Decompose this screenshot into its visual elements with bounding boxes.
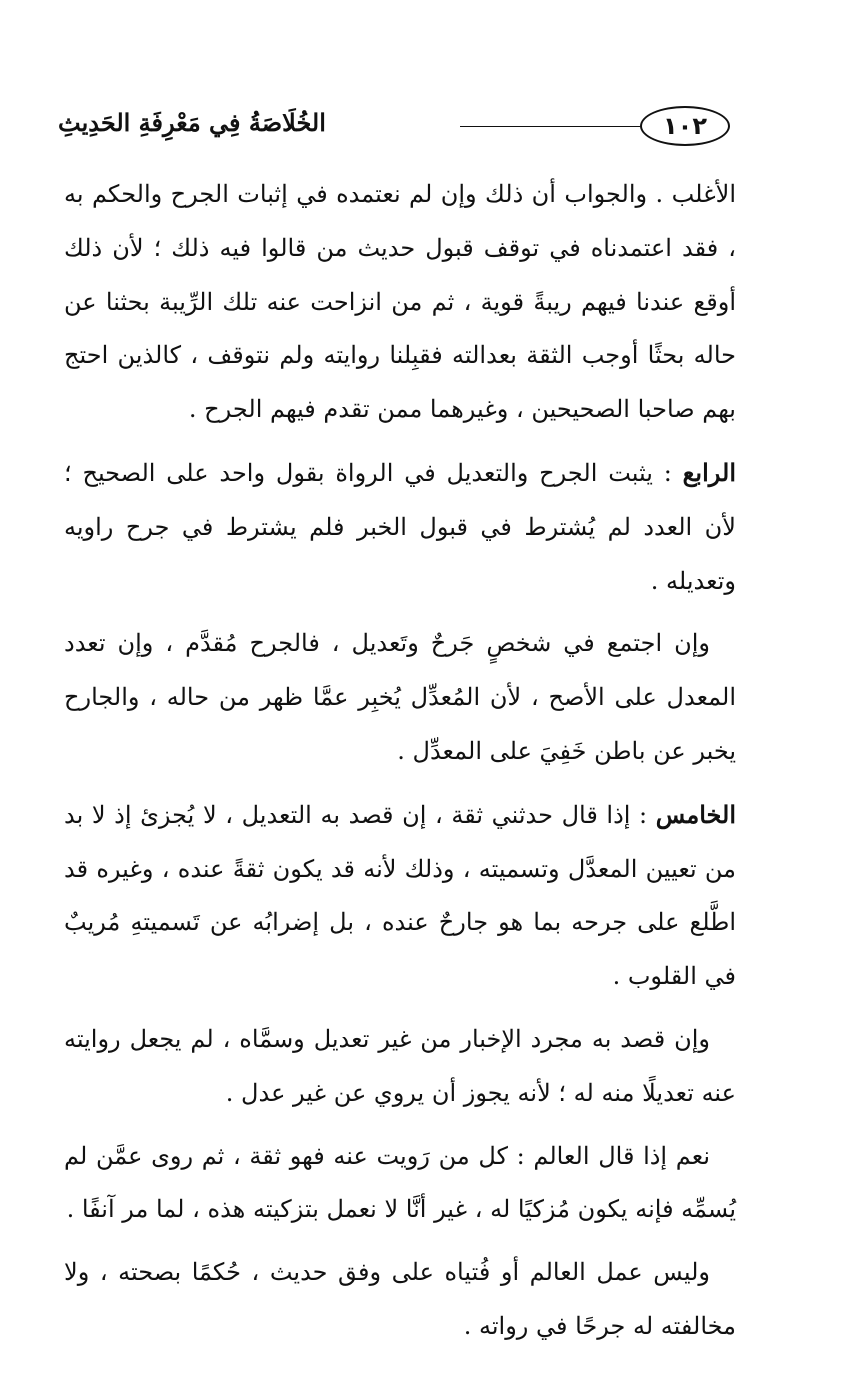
paragraph-5 [64, 1013, 736, 1121]
page-number [640, 106, 730, 146]
paragraph-text: نعم إذا قال العالم : كل من رَويت عنه فهو ثقة ، ثم روى عمَّن لم يُسمِّه فإنه يكون مُزكيًا له ، غير أنَّا لا نعمل بتزكيته هذه ، لما مر آنفًا . [64, 1141, 736, 1224]
paragraph-6 [64, 1130, 736, 1238]
book-title: الخُلَاصَةُ فِي مَعْرِفَةِ الحَدِيثِ [58, 108, 326, 137]
paragraph-text: وإن اجتمع في شخصٍ جَرحٌ وتَعديل ، فالجرح مُقدَّم ، وإن تعدد المعدل على الأصح ، لأن المُعدِّل يُخبِر عمَّا ظهر من حاله ، والجارح يخبر عن باطن خَفِيَ على المعدِّل . [64, 629, 736, 765]
paragraph-text: الأغلب . والجواب أن ذلك وإن لم نعتمده في إثبات الجرح والحكم به ، فقد اعتمدناه في توقف قبول حديث من قالوا فيه ذلك ؛ لأن ذلك أوقع عندنا فيهم ريبةً قوية ، ثم من انزاحت عنه تلك الرِّيبة بحثنا عن حاله بحثًا أوجب الثقة بعدالته فقبِلنا روايته ولم نتوقف ، كالذين احتج بهم صاحبا الصحيحين ، وغيرهما ممن تقدم فيهم الجرح . [64, 180, 736, 424]
section-heading-fifth: الخامس [655, 799, 736, 829]
header-rule [460, 126, 640, 127]
paragraph-text: : إذا قال حدثني ثقة ، إن قصد به التعديل ، لا يُجزئ إذ لا بد من تعيين المعدَّل وتسميته ، وذلك لأنه قد يكون ثقةً عنده ، وغيره قد اطَّلع على جرحه بما هو جارحٌ عنده ، بل إضرابُه عن تَسميتهِ مُريبٌ في القلوب . [64, 800, 736, 991]
paragraph-3 [64, 617, 736, 778]
page-number-text: ١٠٢ [663, 112, 707, 140]
paragraph-text: وإن قصد به مجرد الإخبار من غير تعديل وسمَّاه ، لم يجعل روايته عنه تعديلًا منه له ؛ لأنه يجوز أن يروي عن غير عدل . [64, 1024, 736, 1107]
paragraph-text: وليس عمل العالم أو فُتياه على وفق حديث ، حُكمًا بصحته ، ولا مخالفته له جرحًا في رواته . [64, 1258, 736, 1340]
paragraph-2 [64, 446, 736, 608]
section-heading-fourth: الرابع [682, 457, 736, 487]
page-body [64, 168, 736, 1354]
paragraph-4 [64, 788, 736, 1004]
paragraph-1 [64, 168, 736, 437]
running-header [58, 104, 730, 154]
paragraph-text: : يثبت الجرح والتعديل في الرواة بقول واحد على الصحيح ؛ لأن العدد لم يُشترط في قبول الخبر فلم يشترط في جرح راويه وتعديله . [64, 458, 736, 595]
paragraph-7 [64, 1246, 736, 1354]
